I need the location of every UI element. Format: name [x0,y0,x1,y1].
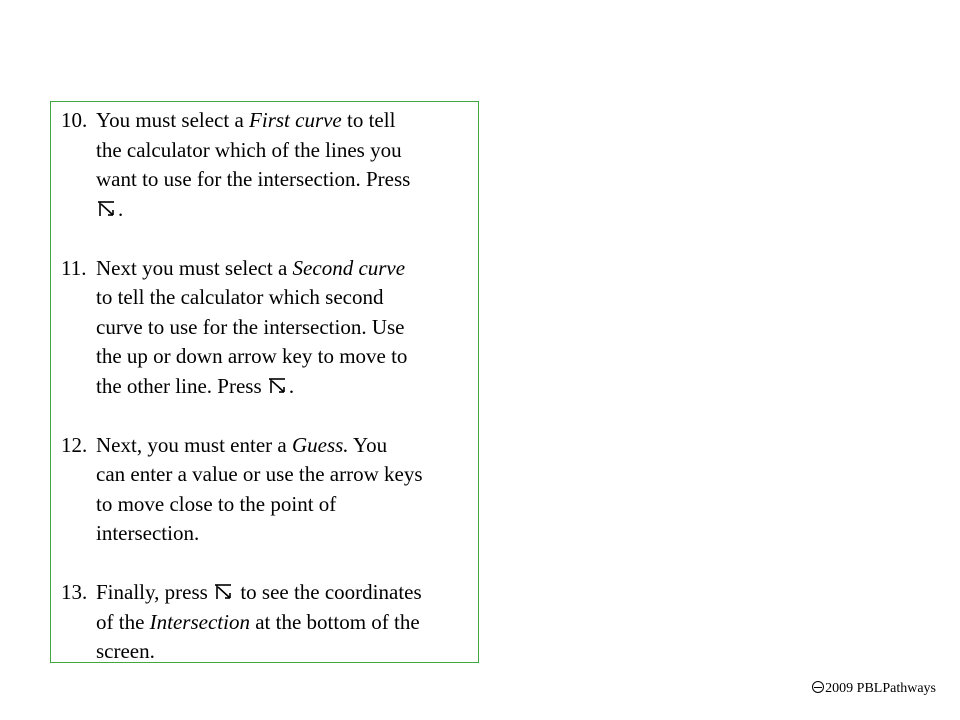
instruction-steps [61,106,481,667]
emphasis-term: First curve [249,108,342,132]
emphasis-term: Guess. [291,432,349,457]
step-text [96,106,481,224]
enter-key-icon [213,582,235,602]
step-10 [61,106,481,224]
text-line: Finally, press to see the coordinates [96,580,422,604]
text-line: curve to use for the intersection. Use [96,314,405,339]
text-line: Next, you must enter a Guess. You [96,432,388,457]
text-line: of the Intersection at the bottom of the [96,609,420,634]
text-line: the other line. Press . [96,373,295,398]
copyright-icon [812,681,824,693]
step-12 [61,431,481,549]
step-text [96,254,481,402]
text-line: screen. [96,639,155,663]
step-number: 13. [61,580,88,604]
enter-key-icon [267,376,289,396]
step-text [96,578,481,667]
text-line: the up or down arrow key to move to [96,344,408,368]
text-line: You must select a First curve to tell [96,108,396,132]
enter-key-icon [96,199,118,219]
step-13 [61,578,481,667]
step-number: 11. [61,255,87,280]
text-line: to move close to the point of [96,491,337,516]
text-line: want to use for the intersection. Press [96,167,411,191]
text-line: can enter a value or use the arrow keys [96,462,423,486]
emphasis-term: Intersection [149,609,250,634]
emphasis-term: Second curve [292,255,406,280]
text-line: intersection. [96,521,200,545]
text-line: to tell the calculator which second [96,285,384,309]
text-line: the calculator which of the lines you [96,137,402,162]
step-text [96,431,481,549]
text-line: Next you must select a Second curve [96,255,406,280]
step-11 [61,254,481,402]
step-number: 12. [61,432,88,457]
footer-text: 2009 PBLPathways [825,681,936,696]
copyright-footer [812,681,936,697]
text-line: . [96,195,481,225]
step-number: 10. [61,108,88,132]
